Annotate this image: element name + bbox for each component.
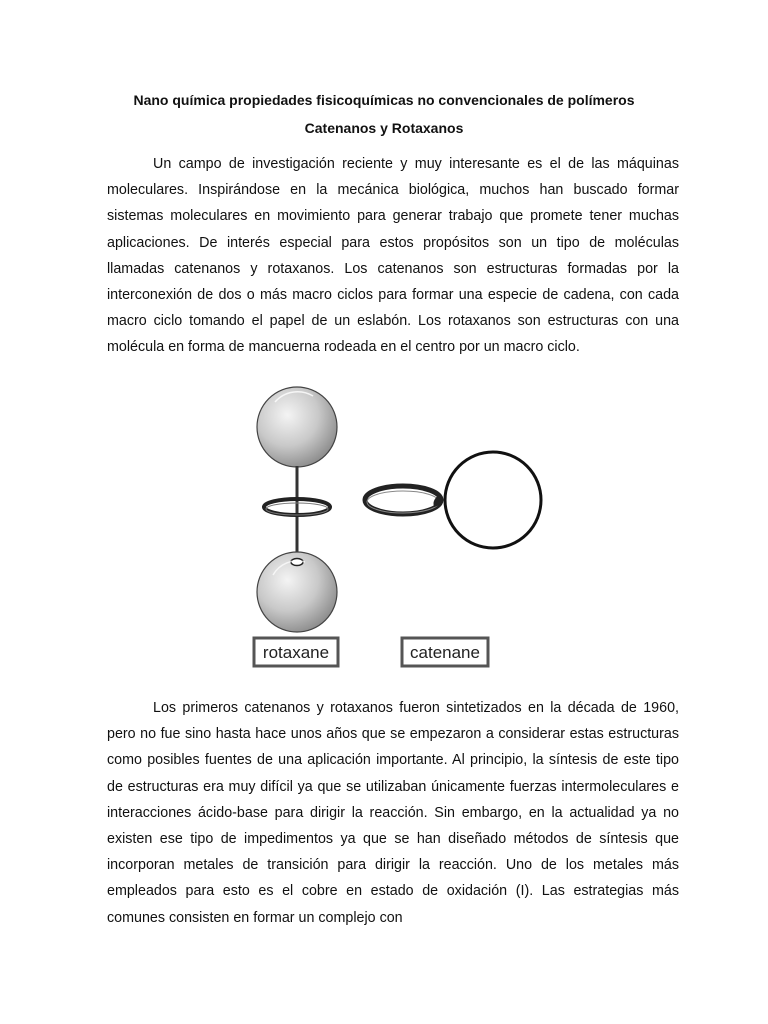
catenane-label: catenane (410, 643, 480, 662)
catenane-illustration (365, 452, 541, 548)
paragraph-history: Los primeros catenanos y rotaxanos fueron sintetizados en la década de 1960, pero no fue sino hasta hace unos años que se empezaron a considerar estas estructuras como posibles fuentes de una aplicación importante. Al principio, la síntesis de este tipo de estructuras era muy difícil ya que se utilizaban únicamente fuerzas intermoleculares e interacciones ácido-base para dirigir la reacción. Sin embargo, en la actualidad ya no existen ese tipo de impedimentos ya que se han diseñado métodos de síntesis que incorporan metales de transición para dirigir la reacción. Uno de los metales más empleados para esto es el cobre en estado de oxidación (I). Las estrategias más comunes consisten en formar un complejo con (107, 700, 679, 926)
rotaxane-illustration (257, 387, 337, 632)
document-subtitle: Catenanos y Rotaxanos (304, 120, 464, 136)
paragraph-intro: Un campo de investigación reciente y muy interesante es el de las máquinas moleculares. Inspirándose en la mecánica biológica, muchos han buscado formar sistemas moleculares en movimiento para generar trabajo que promete tener muchas aplicaciones. De interés especial para estos propósitos son un tipo de moléculas llamadas catenanos y rotaxanos. Los catenanos son estructuras formadas por la interconexión de dos o más macro ciclos para formar una especie de cadena, con cada macro ciclo tomando el papel de un eslabón. Los rotaxanos son estructuras con una molécula en forma de mancuerna rodeada en el centro por un macro ciclo. (107, 156, 679, 356)
rotaxane-catenane-figure (243, 380, 543, 678)
rotaxane-label-box (254, 638, 338, 666)
document-title: Nano química propiedades fisicoquímicas no convencionales de polímeros (133, 92, 635, 108)
catenane-label-box (402, 638, 488, 666)
rotaxane-label: rotaxane (262, 643, 330, 662)
